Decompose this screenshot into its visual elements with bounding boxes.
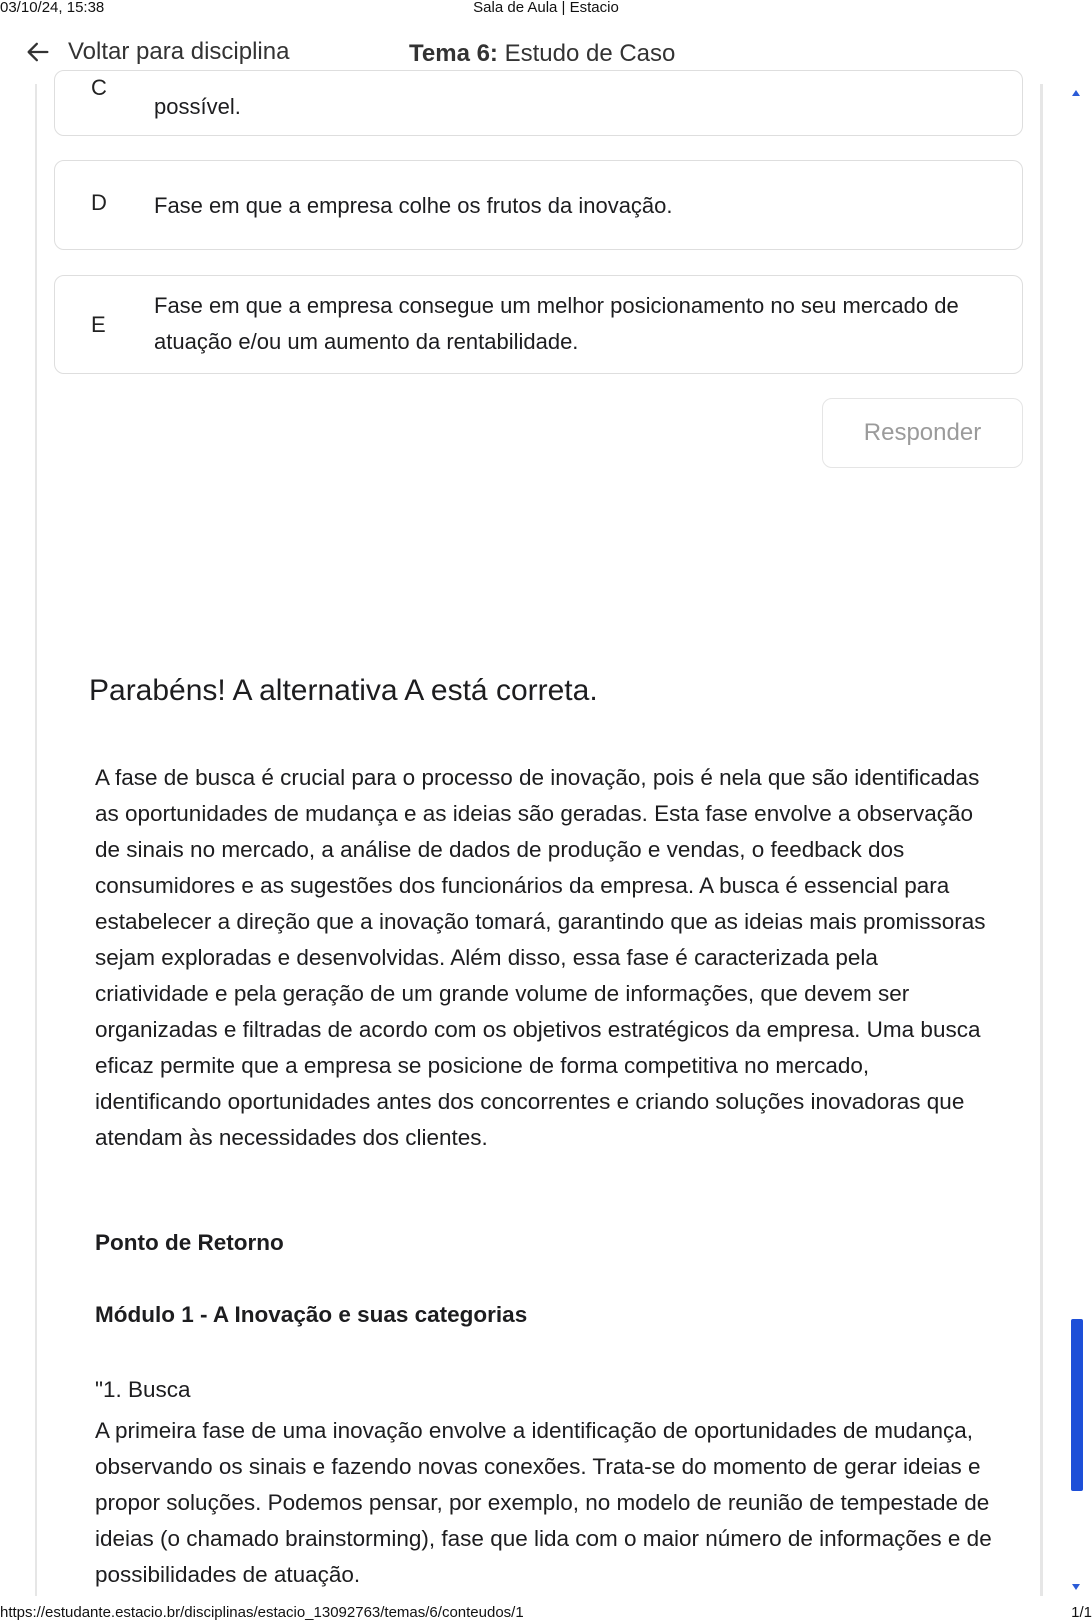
back-to-course-button[interactable]: [24, 38, 289, 66]
option-letter: E: [91, 312, 106, 337]
answer-option-e[interactable]: [54, 275, 1023, 374]
option-text: Fase em que a empresa consegue um melhor posicionamento no seu mercado de atuação e/ou um aumento da rentabilidade.: [154, 293, 959, 354]
print-timestamp: 03/10/24, 15:38: [0, 0, 105, 16]
option-text: Fase em que a empresa colhe os frutos da inovação.: [154, 193, 673, 218]
answer-option-c[interactable]: [54, 70, 1023, 136]
answer-option-d[interactable]: [54, 160, 1023, 250]
right-divider: [1040, 84, 1043, 1596]
explanation-paragraph: A fase de busca é crucial para o processo de inovação, pois é nela que são identificadas as oportunidades de mudança e as ideias são geradas. Esta fase envolve a observação de sinais no mercado, a análise de dados de produção e vendas, o feedback dos consumidores e as sugestões dos funcionários da empresa. A busca é essencial para estabelecer a direção que a inovação tomará, garantindo que as ideias mais promissoras sejam exploradas e desenvolvidas. Além disso, essa fase é caracterizada pela criatividade e pela geração de um grande volume de informações, que devem ser organizadas e filtradas de acordo com os objetivos estratégicos da empresa. Uma busca eficaz permite que a empresa se posicione de forma competitiva no mercado, identificando oportunidades antes dos concorrentes e criando soluções inovadoras que atendam às necessidades dos clientes.: [95, 765, 986, 1150]
topic-prefix: Tema 6:: [409, 40, 498, 67]
option-text: possível.: [154, 94, 241, 119]
module-heading: Módulo 1 - A Inovação e suas categorias: [95, 1302, 528, 1327]
print-footer: [0, 1604, 1092, 1623]
scroll-down-icon[interactable]: [1072, 1584, 1080, 1590]
quote-title: "1. Busca: [95, 1377, 191, 1402]
option-letter: D: [91, 190, 107, 215]
scroll-up-icon[interactable]: [1072, 90, 1080, 96]
quote-text: A primeira fase de uma inovação envolve a identificação de oportunidades de mudança, observando os sinais e fazendo novas conexões. Trata-se do momento de gerar ideias e propor soluções. Podemos pensar, por exemplo, no modelo de reunião de tempestade de ideias (o chamado brainstorming), fase que lida com o maior número de informações e de possibilidades de atuação.: [95, 1418, 992, 1587]
page-url: https://estudante.estacio.br/disciplinas/estacio_13092763/temas/6/conteudos/1: [0, 1604, 524, 1621]
topic-title: [409, 40, 675, 68]
topic-name: Estudo de Caso: [504, 40, 676, 67]
left-divider: [35, 84, 37, 1596]
print-page-title: Sala de Aula | Estacio: [473, 0, 619, 16]
respond-button[interactable]: Responder: [822, 398, 1023, 468]
option-letter: C: [91, 75, 107, 100]
return-point-heading: Ponto de Retorno: [95, 1230, 284, 1255]
back-label: Voltar para disciplina: [68, 38, 290, 65]
feedback-title: Parabéns! A alternativa A está correta.: [89, 674, 598, 707]
page-number: 1/1: [1071, 1604, 1092, 1621]
arrow-left-icon: [24, 38, 52, 66]
feedback-explanation: [95, 760, 995, 1156]
scrollbar-thumb[interactable]: [1071, 1319, 1083, 1491]
print-header: [0, 0, 1092, 18]
